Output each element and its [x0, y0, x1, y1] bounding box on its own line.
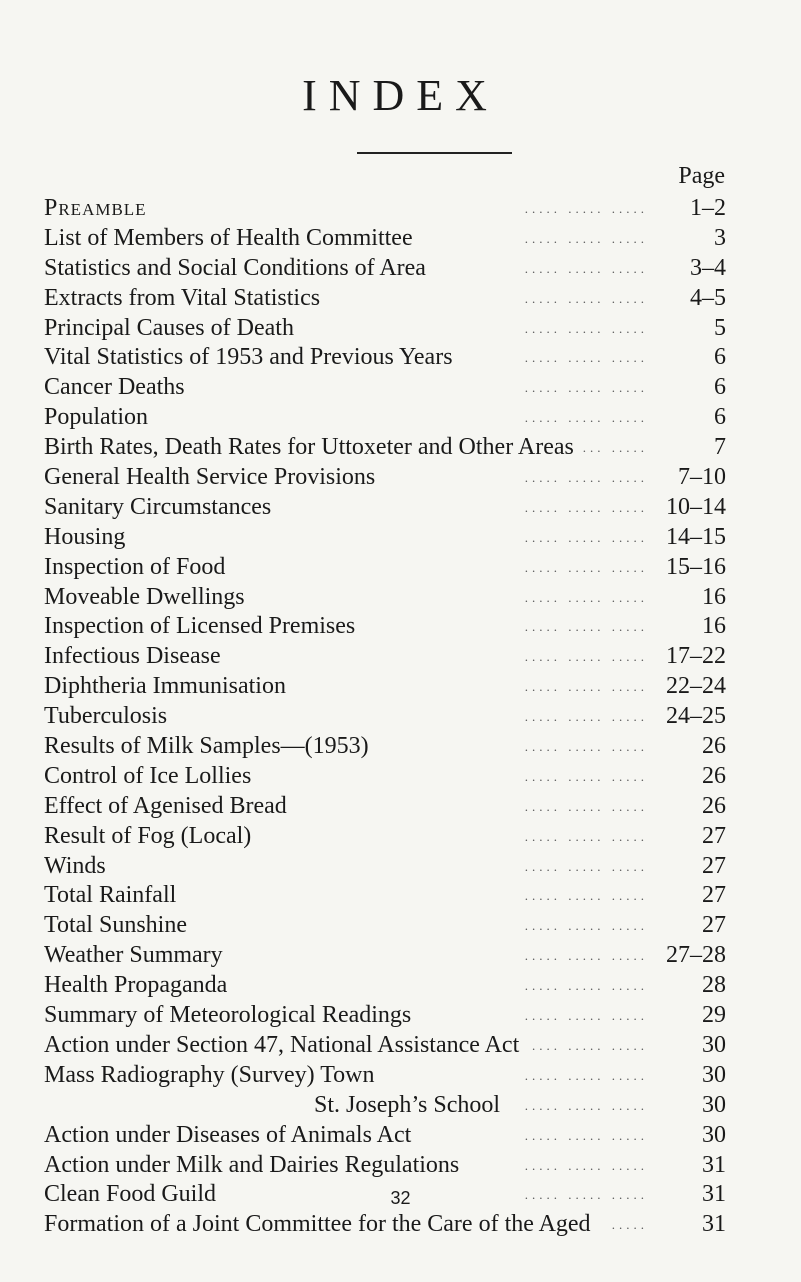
dot-leader: ..... ..... .....	[524, 709, 648, 725]
index-entry	[44, 553, 726, 583]
index-entry-page: 27–28	[666, 942, 726, 969]
index-entry-page: 30	[702, 1061, 726, 1088]
dot-leader: ..... ..... .....	[524, 529, 648, 545]
index-entry-page: 26	[702, 792, 726, 819]
index-entry-page: 30	[702, 1121, 726, 1148]
index-entry-label: Result of Fog (Local)	[44, 822, 252, 849]
index-entry-page: 7	[714, 434, 726, 461]
index-entry-page: 26	[702, 762, 726, 789]
index-entry-page: 6	[714, 374, 726, 401]
index-entry	[44, 1151, 726, 1181]
dot-leader: ..... ..... .....	[524, 948, 648, 964]
index-entry	[44, 463, 726, 493]
index-entry	[44, 314, 726, 344]
index-entry-label: Health Propaganda	[44, 972, 228, 999]
index-entry-label: Diphtheria Immunisation	[44, 673, 286, 700]
index-entry-page: 5	[714, 314, 726, 341]
index-entry-label: Control of Ice Lollies	[44, 762, 252, 789]
dot-leader: ..... ..... .....	[524, 1067, 648, 1083]
dot-leader: ..... ..... .....	[524, 290, 648, 306]
dot-leader: ..... ..... .....	[524, 619, 648, 635]
index-entry	[44, 612, 726, 642]
dot-leader: ..... ..... .....	[524, 350, 648, 366]
index-entry	[44, 881, 726, 911]
dot-leader: ..... ..... .....	[524, 470, 648, 486]
title-rule	[357, 152, 512, 154]
index-entry-page: 3–4	[690, 254, 726, 281]
index-entry	[44, 1091, 726, 1121]
index-entry-page: 4–5	[690, 284, 726, 311]
index-entry	[44, 1001, 726, 1031]
index-entry-label: Housing	[44, 523, 126, 550]
index-entry-label: Inspection of Licensed Premises	[44, 613, 356, 640]
index-entry	[44, 642, 726, 672]
dot-leader: ..... ..... .....	[524, 1127, 648, 1143]
index-entry	[44, 672, 726, 702]
index-entry-page: 14–15	[666, 523, 726, 550]
dot-leader: ..... ..... .....	[524, 978, 648, 994]
dot-leader: ..... ..... .....	[524, 828, 648, 844]
page-column-header: Page	[678, 163, 725, 189]
index-entry-page: 15–16	[666, 553, 726, 580]
dot-leader: ..... ..... .....	[524, 260, 648, 276]
dot-leader: ..... ..... .....	[524, 499, 648, 515]
index-entry-label: Cancer Deaths	[44, 374, 185, 401]
index-entry-page: 31	[702, 1211, 726, 1238]
index-entry-page: 27	[702, 882, 726, 909]
index-entry-label: Clean Food Guild	[44, 1181, 216, 1208]
index-entry-label: Action under Section 47, National Assistance Act	[44, 1031, 520, 1058]
index-entry-label: Inspection of Food	[44, 553, 226, 580]
dot-leader: ..... ..... .....	[524, 679, 648, 695]
dot-leader: .....	[611, 1217, 648, 1233]
index-entry-page: 16	[702, 583, 726, 610]
index-entry	[44, 822, 726, 852]
index-entry-page: 3	[714, 224, 726, 251]
index-entry-page: 1–2	[690, 195, 726, 221]
index-entry-label: Weather Summary	[44, 942, 223, 969]
index-entry-label: Mass Radiography (Survey) Town	[44, 1061, 375, 1088]
index-entry-label: Principal Causes of Death	[44, 314, 294, 341]
dot-leader: ..... ..... .....	[524, 1097, 648, 1113]
index-entry-label: Action under Diseases of Animals Act	[44, 1121, 412, 1148]
index-entry-page: 30	[702, 1031, 726, 1058]
index-entry-label: Infectious Disease	[44, 643, 221, 670]
index-entry	[44, 523, 726, 553]
index-entry	[44, 732, 726, 762]
index-entry-page: 31	[702, 1181, 726, 1208]
dot-leader: ... .....	[582, 440, 648, 456]
index-entry-label: Total Rainfall	[44, 882, 177, 909]
index-entry	[44, 1210, 726, 1240]
dot-leader: ..... ..... .....	[524, 589, 648, 605]
index-entry-page: 27	[702, 912, 726, 939]
dot-leader: ..... ..... .....	[524, 1008, 648, 1024]
index-entry-page: 10–14	[666, 493, 726, 520]
index-entry-label: Preamble	[44, 195, 147, 221]
dot-leader: ..... ..... .....	[524, 739, 648, 755]
index-entry	[44, 971, 726, 1001]
dot-leader: ..... ..... .....	[524, 559, 648, 575]
index-entry-label: Winds	[44, 852, 106, 879]
index-entry	[44, 792, 726, 822]
page-title: INDEX	[302, 71, 499, 120]
index-entry-page: 28	[702, 972, 726, 999]
dot-leader: ..... ..... .....	[524, 888, 648, 904]
dot-leader: ..... ..... .....	[524, 768, 648, 784]
index-entry	[44, 493, 726, 523]
index-entry	[44, 224, 726, 254]
index-entry	[44, 762, 726, 792]
dot-leader: ..... ..... .....	[524, 320, 648, 336]
dot-leader: ..... ..... .....	[524, 410, 648, 426]
index-entry	[44, 702, 726, 732]
dot-leader: ..... ..... .....	[524, 230, 648, 246]
index-entry-label: Vital Statistics of 1953 and Previous Years	[44, 344, 453, 371]
index-entry-page: 29	[702, 1002, 726, 1029]
dot-leader: ..... ..... .....	[524, 918, 648, 934]
dot-leader: ..... ..... .....	[524, 649, 648, 665]
index-entry-page: 6	[714, 404, 726, 431]
index-entry-label: Action under Milk and Dairies Regulations	[44, 1151, 460, 1178]
index-entry-label: Moveable Dwellings	[44, 583, 245, 610]
dot-leader: ..... ..... .....	[524, 1157, 648, 1173]
index-entry	[44, 284, 726, 314]
index-entry	[44, 373, 726, 403]
index-entry	[44, 1121, 726, 1151]
index-entry	[44, 194, 726, 224]
dot-leader: ..... ..... .....	[524, 858, 648, 874]
index-entry-label: Total Sunshine	[44, 912, 187, 939]
index-entry-label: Formation of a Joint Committee for the Care of the Aged	[44, 1211, 591, 1238]
index-entry	[44, 583, 726, 613]
dot-leader: ..... ..... .....	[524, 201, 648, 216]
index-entry-page: 30	[702, 1091, 726, 1118]
index-entry-label: Birth Rates, Death Rates for Uttoxeter and Other Areas	[44, 434, 574, 461]
index-entry-page: 17–22	[666, 643, 726, 670]
index-entry	[44, 343, 726, 373]
index-entry-page: 6	[714, 344, 726, 371]
index-entry-page: 7–10	[678, 464, 726, 491]
index-entry-label: Extracts from Vital Statistics	[44, 284, 321, 311]
index-entry	[44, 1061, 726, 1091]
index-entry-page: 16	[702, 613, 726, 640]
index-entry-label: St. Joseph’s School	[314, 1091, 501, 1118]
index-entry-label: Effect of Agenised Bread	[44, 792, 287, 819]
footer-page-number: 32	[390, 1188, 411, 1208]
index-entry-label: Tuberculosis	[44, 703, 168, 730]
index-list	[44, 194, 726, 1240]
index-entry-page: 24–25	[666, 703, 726, 730]
dot-leader: ..... ..... .....	[524, 798, 648, 814]
index-entry	[44, 254, 726, 284]
index-entry-label: Summary of Meteorological Readings	[44, 1002, 412, 1029]
index-entry-label: List of Members of Health Committee	[44, 224, 413, 251]
index-entry-page: 26	[702, 733, 726, 760]
index-entry-label: Population	[44, 404, 149, 431]
index-entry-page: 27	[702, 822, 726, 849]
dot-leader: ..... ..... .....	[524, 1187, 648, 1203]
index-entry-page: 31	[702, 1151, 726, 1178]
index-entry	[44, 403, 726, 433]
index-entry	[44, 911, 726, 941]
index-entry-label: Statistics and Social Conditions of Area	[44, 254, 426, 281]
index-entry	[44, 433, 726, 463]
index-entry-label: Sanitary Circumstances	[44, 493, 272, 520]
index-entry-label: General Health Service Provisions	[44, 464, 376, 491]
dot-leader: .... ..... .....	[532, 1037, 648, 1053]
index-entry-label: Results of Milk Samples—(1953)	[44, 733, 369, 760]
index-entry	[44, 1031, 726, 1061]
index-entry	[44, 852, 726, 882]
index-entry-page: 27	[702, 852, 726, 879]
dot-leader: ..... ..... .....	[524, 380, 648, 396]
index-entry-page: 22–24	[666, 673, 726, 700]
index-entry	[44, 941, 726, 971]
